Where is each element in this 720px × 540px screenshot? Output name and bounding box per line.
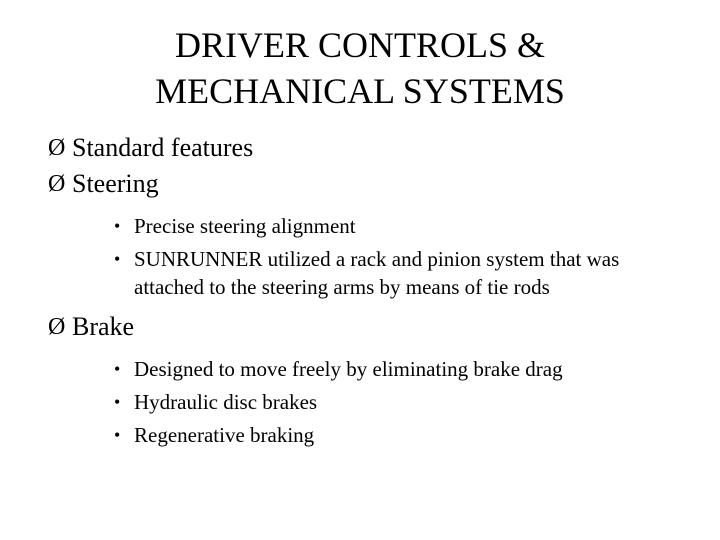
steering-sublist xyxy=(48,212,688,301)
sub-bullet-text: Regenerative braking xyxy=(134,423,315,447)
dot-bullet-icon: • xyxy=(114,392,121,412)
sub-bullet xyxy=(114,245,664,301)
bullet-label: Standard features xyxy=(72,133,254,162)
sub-bullet-text: Designed to move freely by eliminating brake drag xyxy=(134,357,563,381)
title-line-2: MECHANICAL SYSTEMS xyxy=(155,71,565,111)
sub-bullet-text: Hydraulic disc brakes xyxy=(134,390,318,414)
bullet-label: Brake xyxy=(72,312,135,341)
sub-bullet-text: SUNRUNNER utilized a rack and pinion system that was attached to the steering arms by means of tie rods xyxy=(134,247,620,299)
arrow-bullet-icon: Ø xyxy=(48,314,66,340)
dot-bullet-icon: • xyxy=(114,425,121,445)
sub-bullet xyxy=(114,421,664,449)
sub-bullet xyxy=(114,212,664,240)
dot-bullet-icon: • xyxy=(114,359,121,379)
sub-bullet-text: Precise steering alignment xyxy=(134,214,356,238)
bullet-steering xyxy=(48,166,688,202)
slide-title xyxy=(40,22,680,114)
dot-bullet-icon: • xyxy=(114,249,121,269)
bullet-label: Steering xyxy=(72,169,159,198)
dot-bullet-icon: • xyxy=(114,216,121,236)
bullet-list xyxy=(48,130,688,454)
brake-sublist xyxy=(48,355,688,449)
sub-bullet xyxy=(114,388,664,416)
arrow-bullet-icon: Ø xyxy=(48,171,66,197)
arrow-bullet-icon: Ø xyxy=(48,135,66,161)
bullet-standard-features xyxy=(48,130,688,166)
bullet-brake xyxy=(48,309,688,345)
sub-bullet xyxy=(114,355,664,383)
title-line-1: DRIVER CONTROLS & xyxy=(174,25,546,65)
